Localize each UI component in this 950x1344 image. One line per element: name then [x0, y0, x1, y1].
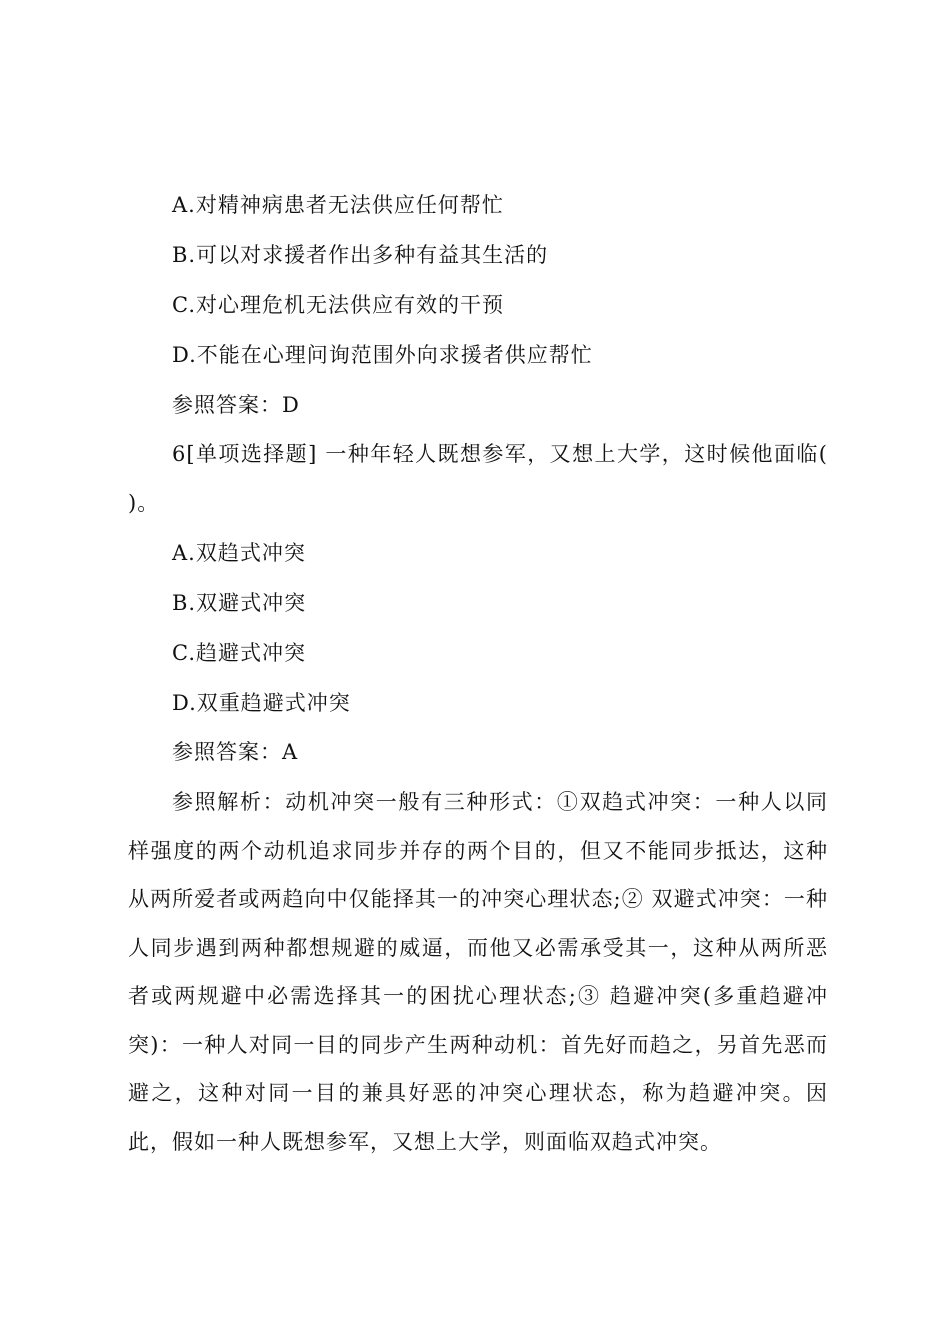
q5-option-d: D.不能在心理问询范围外向求援者供应帮忙 — [172, 343, 593, 367]
q6-option-c: C.趋避式冲突 — [172, 641, 306, 665]
q5-answer: 参照答案：D — [172, 393, 300, 417]
q6-answer: 参照答案：A — [172, 740, 299, 764]
q5-option-c: C.对心理危机无法供应有效的干预 — [172, 293, 504, 317]
q6-stem: 6[单项选择题] 一种年轻人既想参军，又想上大学，这时候他面临( )。 — [128, 442, 828, 515]
q5-option-b: B.可以对求援者作出多种有益其生活的 — [172, 243, 549, 267]
q6-option-b: B.双避式冲突 — [172, 591, 307, 615]
q6-option-a: A.双趋式冲突 — [172, 541, 306, 565]
q5-option-a: A.对精神病患者无法供应任何帮忙 — [172, 193, 504, 217]
q6-analysis: 参照解析：动机冲突一般有三种形式：①双趋式冲突：一种人以同样强度的两个动机追求同步并存的两个目的，但又不能同步抵达，这种从两所爱者或两趋向中仅能择其一的冲突心理状态;② 双避式冲突：一种人同步遇到两种都想规避的威逼，而他又必需承受其一，这种从两所恶者或两规避中必需选择其一的困扰心理状态;③ 趋避冲突(多重趋避冲突)：一种人对同一目的同步产生两种动机：首先好而趋之，另首先恶而避之，这种对同一目的兼具好恶的冲突心理状态，称为趋避冲突。因此，假如一种人既想参军，又想上大学，则面临双趋式冲突。 — [128, 790, 828, 1154]
q6-option-d: D.双重趋避式冲突 — [172, 691, 351, 715]
